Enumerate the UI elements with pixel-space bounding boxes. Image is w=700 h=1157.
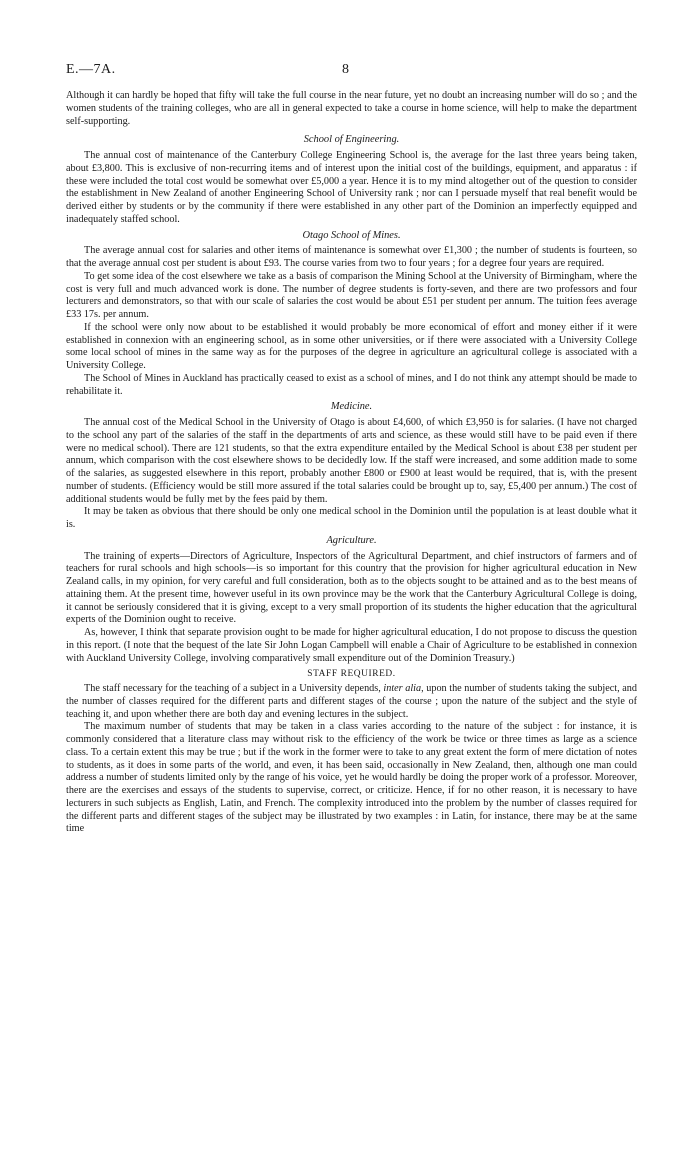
paragraph-engineering-cost: The annual cost of maintenance of the Canterbury College Engineering School is, the average for the last three years being taken, about £3,800. This is exclusive of non-recurring items and of interest upon the initial cost of the buildings, equipment, and apparatus : if these were included the total cost would be somewhat over £5,000 a year. Hence it is to my mind altogether out of the question to consider the establishment in New Zealand of another Engineering School of University rank ; nor can I persuade myself that real benefit would be derived either by students or by the community if there were established in any other part of the Dominion an imperfectly equipped and inadequately staffed school. [66,150,637,225]
paragraph-training-of-experts: The training of experts—Directors of Agriculture, Inspectors of the Agricultural Department, and chief instructors of farmers and of teachers for rural schools and high schools—is so important for this country that the provision for higher agricultural education in New Zealand calls, in my opinion, for very careful and full consideration, both as to the objects sought to be attained and as to the best means of attaining them. At the present time, however useful in its own province may be the work that the Canterbury Agricultural College is doing, it cannot be seriously considered that it is giving, except to a very small proportion of its students the higher education that the agricultural experts of the Dominion ought to receive. [66,550,637,626]
heading-medicine: Medicine. [330,401,373,413]
paragraph-medical-school-cost: The annual cost of the Medical School in the University of Otago is about £4,600, of which £3,950 is for salaries. (I have not charged to the school any part of the salaries of the staff in the departments of arts and science, as these would still have to be paid even if there were no medical school). There are 121 students, so that the extra expenditure entailed by the Medical School is about £38 per student per annum, which comparison with the cost elsewhere shows to be decidedly low. If the staff were increased, and some addition made to some of the salaries, as suggested elsewhere in this report, probably another £800 or £900 at least would be required, that is, with the present number of students. (Efficiency would be still more assured if the total salaries could be brought up to, say, £5,400 per annum.) The cost of additional students would be fully met by the fees paid by them. [66,417,637,505]
paragraph-mines-establishment: If the school were only now about to be established it would probably be more economical of effort and money either if it were established in connexion with an engineering school, as in some other universities, or if there were associated with a University College some local school of mines in the same way as for the purposes of the degree in agriculture an agricultural college is associated with a University College. [66,321,637,371]
page-number: 8 [342,62,349,77]
staff-text-italic: inter alia [383,683,422,694]
paragraph-staff-necessary [66,683,637,721]
page-header [66,62,636,82]
paragraph-mines-cost: The average annual cost for salaries and other items of maintenance is somewhat over £1,300 ; the number of students is fourteen, so that the average annual cost per student is about £93. The course varies from two to four years ; for a degree four years are required. [66,245,637,269]
paragraph-auckland-mines: The School of Mines in Auckland has practically ceased to exist as a school of mines, and I do not think any attempt should be made to rehabilitate it. [66,372,637,397]
report-reference: E.—7A. [66,62,116,77]
paragraph-maximum-students: The maximum number of students that may be taken in a class varies according to the nature of the subject : for instance, it is commonly considered that a literature class may without risk to the efficiency of the work be twice or three times as large as a science class. To a certain extent this may be true ; but if the work in the former were to take to any great extent the form of mere dictation of notes to students, as it does in some parts of the world, and even, it has been said, occasionally in New Zealand, then, although one man could address a number of students limited only by the range of his voice, yet he would hardly be doing the proper work of a professor. Moreover, there are the exercises and essays of the students to supervise, correct, or criticize. Hence, if for no other reason, it is necessary to have lecturers in such subjects as English, Latin, and French. The complexity introduced into the problem by the number of classes required for the different parts and different stages of the subject may be illustrated by two examples : in Latin, for instance, there may be at the same time [66,721,637,835]
heading-school-of-engineering: School of Engineering. [303,134,400,146]
staff-text-start: The staff necessary for the teaching of a subject in a University depends, [84,683,384,694]
staff-text-end: , upon the number of students taking the subject, and the number of classes required for the different parts and different stages of the course ; upon the nature of the subject and the style of teaching it, and upon whether there are both day and evening lectures in the subject. [66,683,637,720]
heading-staff-required: STAFF REQUIRED. [307,669,396,680]
heading-agriculture: Agriculture. [326,534,377,546]
paragraph-separate-provision: As, however, I think that separate provision ought to be made for higher agricultural education, I do not propose to discuss the question in this report. (I note that the bequest of the late Sir John Logan Campbell will enable a Chair of Agriculture to be established in connexion with Auckland University College, involving comparatively small expenditure out of the Dominion Treasury.) [66,627,637,664]
paragraph-one-medical-school: It may be taken as obvious that there should be only one medical school in the Dominion until the population is at least double what it is. [66,506,637,530]
paragraph-birmingham-comparison: To get some idea of the cost elsewhere we take as a basis of comparison the Mining School at the University of Birmingham, where the cost is very full and much advanced work is done. The number of degree students is forty-seven, and there are two professors and four lecturers and demonstrators, so that with our scale of salaries the cost would be about £51 per student per annum. The tuition fees average £33 17s. per annum. [66,270,637,320]
paragraph-home-science: Although it can hardly be hoped that fifty will take the full course in the near future, yet no doubt an increasing number will do so ; and the women students of the training colleges, who are all in general expected to take a course in home science, will help to make the department self-supporting. [66,90,637,127]
heading-otago-school-of-mines: Otago School of Mines. [302,229,401,241]
document-body [66,90,637,836]
